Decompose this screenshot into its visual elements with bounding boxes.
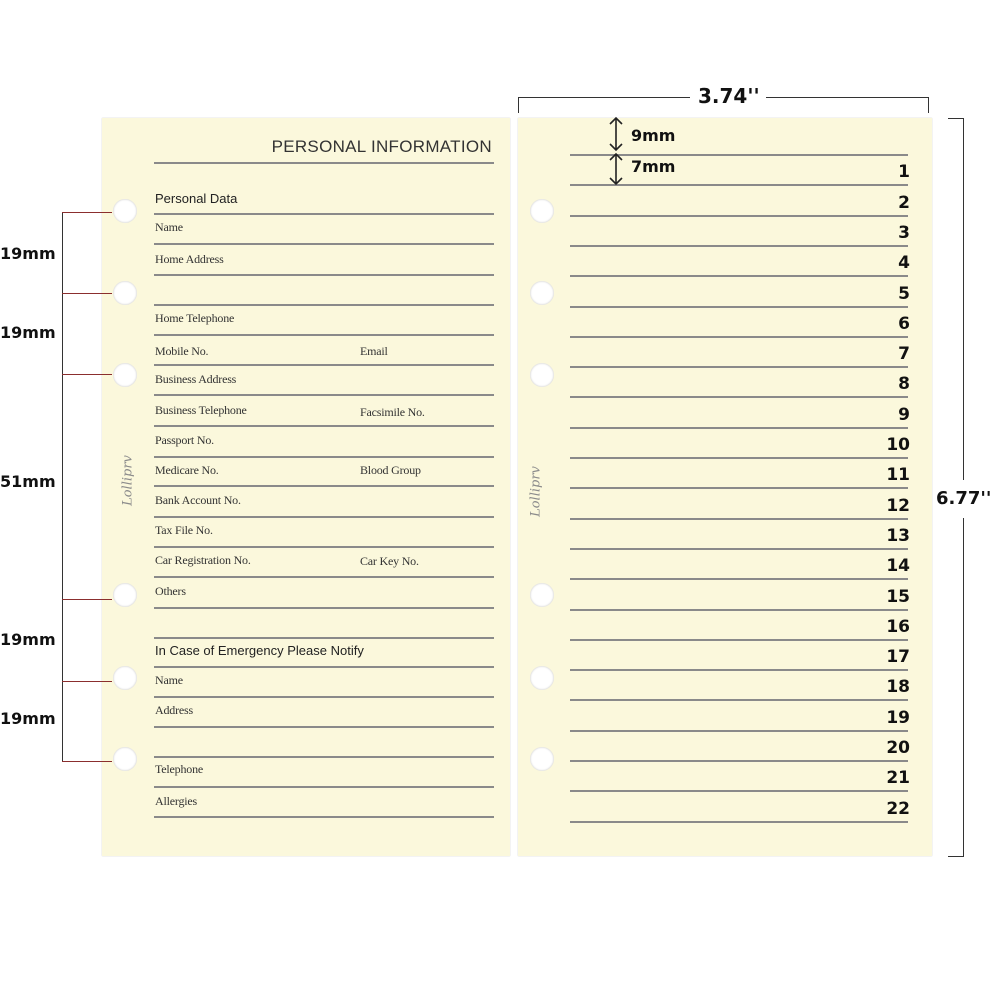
field-label-medicare: Medicare No. (155, 463, 219, 477)
rule-line (570, 669, 908, 671)
line-number: 16 (886, 617, 910, 637)
rule-line (570, 518, 908, 520)
width-dimension-tick (928, 97, 929, 113)
line-number: 6 (898, 314, 910, 334)
field-label-name: Name (155, 220, 183, 234)
rule-line (154, 274, 494, 276)
rule-line (154, 816, 494, 818)
line-spacing-label: 7mm (631, 157, 676, 176)
rule-line (570, 639, 908, 641)
line-number: 7 (898, 344, 910, 364)
field-label-emergency-address: Address (155, 703, 193, 717)
section-personal-data: Personal Data (155, 191, 238, 206)
hole-spacing-tick (62, 212, 112, 213)
line-number: 2 (898, 193, 910, 213)
rule-line (570, 215, 908, 217)
brand-logo-text: Lolliprv (120, 455, 136, 506)
margin-arrows-icon (604, 116, 628, 188)
width-dimension-line (766, 97, 929, 98)
rule-line (154, 364, 494, 366)
line-number: 10 (886, 435, 910, 455)
line-number: 8 (898, 374, 910, 394)
line-number: 22 (886, 799, 910, 819)
hole-spacing-tick (62, 761, 112, 762)
rule-line (570, 306, 908, 308)
field-label-business-address: Business Address (155, 372, 237, 386)
line-number: 5 (898, 284, 910, 304)
rule-line (154, 425, 494, 427)
rule-line (154, 394, 494, 396)
field-label-others: Others (155, 584, 186, 598)
rule-line (570, 548, 908, 550)
hole-spacing-tick (62, 293, 112, 294)
field-label-blood-group: Blood Group (360, 463, 421, 477)
line-number: 17 (886, 647, 910, 667)
binder-hole (113, 363, 137, 387)
line-number: 1 (898, 162, 910, 182)
field-label-email: Email (360, 344, 388, 358)
rule-line (154, 162, 494, 164)
rule-line (570, 427, 908, 429)
width-label: 3.74'' (698, 84, 760, 108)
rule-line (154, 213, 494, 215)
rule-line (154, 696, 494, 698)
field-label-emergency-name: Name (155, 673, 183, 687)
numbered-lines-sheet (518, 118, 932, 856)
line-number: 12 (886, 496, 910, 516)
rule-line (570, 790, 908, 792)
line-number: 20 (886, 738, 910, 758)
hole-gap-label: 19mm (0, 630, 56, 649)
field-label-car-registration: Car Registration No. (155, 553, 251, 567)
field-label-mobile: Mobile No. (155, 344, 209, 358)
height-dimension-tick (948, 856, 964, 857)
rule-line (154, 546, 494, 548)
rule-line (570, 336, 908, 338)
rule-line (570, 699, 908, 701)
line-number: 9 (898, 405, 910, 425)
rule-line (154, 456, 494, 458)
line-number: 19 (886, 708, 910, 728)
line-number: 13 (886, 526, 910, 546)
rule-line (154, 334, 494, 336)
rule-line (154, 726, 494, 728)
field-label-tax-file: Tax File No. (155, 523, 213, 537)
field-label-home-telephone: Home Telephone (155, 311, 235, 325)
field-label-emergency-telephone: Telephone (155, 762, 204, 776)
line-number: 18 (886, 677, 910, 697)
binder-hole (113, 199, 137, 223)
rule-line (570, 245, 908, 247)
line-number: 21 (886, 768, 910, 788)
rule-line (570, 609, 908, 611)
line-number: 14 (886, 556, 910, 576)
height-dimension-tick (948, 118, 964, 119)
rule-line (570, 396, 908, 398)
hole-spacing-tick (62, 374, 112, 375)
field-label-passport: Passport No. (155, 433, 214, 447)
hole-gap-label: 19mm (0, 244, 56, 263)
rule-line (154, 576, 494, 578)
rule-line (154, 516, 494, 518)
rule-line (570, 578, 908, 580)
field-label-allergies: Allergies (155, 794, 197, 808)
hole-spacing-bracket (62, 212, 63, 762)
rule-line (154, 607, 494, 609)
field-label-business-telephone: Business Telephone (155, 403, 247, 417)
rule-line (154, 666, 494, 668)
binder-hole (113, 583, 137, 607)
field-label-car-key: Car Key No. (360, 554, 419, 568)
rule-line (154, 243, 494, 245)
rule-line (570, 730, 908, 732)
rule-line (154, 786, 494, 788)
page-title: PERSONAL INFORMATION (271, 137, 492, 156)
hole-spacing-tick (62, 599, 112, 600)
binder-hole (530, 281, 554, 305)
field-label-facsimile: Facsimile No. (360, 405, 425, 419)
binder-hole (113, 747, 137, 771)
rule-line (570, 275, 908, 277)
field-label-home-address: Home Address (155, 252, 224, 266)
rule-line (570, 821, 908, 823)
binder-hole (530, 583, 554, 607)
line-number: 4 (898, 253, 910, 273)
line-number: 15 (886, 587, 910, 607)
binder-hole (530, 363, 554, 387)
personal-info-sheet (102, 118, 510, 856)
binder-hole (113, 666, 137, 690)
line-number: 3 (898, 223, 910, 243)
binder-hole (530, 747, 554, 771)
brand-logo-text: Lolliprv (528, 466, 544, 517)
height-dimension-line (963, 118, 964, 480)
binder-hole (530, 199, 554, 223)
rule-line (570, 487, 908, 489)
height-label: 6.77'' (936, 488, 992, 509)
rule-line (570, 457, 908, 459)
height-dimension-line (963, 518, 964, 856)
rule-line (570, 366, 908, 368)
line-number: 11 (886, 465, 910, 485)
hole-gap-label: 19mm (0, 709, 56, 728)
hole-spacing-tick (62, 681, 112, 682)
rule-line (154, 485, 494, 487)
binder-hole (530, 666, 554, 690)
rule-line (154, 756, 494, 758)
top-margin-label: 9mm (631, 126, 676, 145)
width-dimension-line (518, 97, 690, 98)
rule-line (570, 760, 908, 762)
rule-line (154, 637, 494, 639)
width-dimension-tick (518, 97, 519, 113)
hole-gap-label: 19mm (0, 323, 56, 342)
rule-line (154, 304, 494, 306)
section-emergency: In Case of Emergency Please Notify (155, 643, 364, 658)
binder-hole (113, 281, 137, 305)
hole-gap-label: 51mm (0, 472, 56, 491)
field-label-bank-account: Bank Account No. (155, 493, 241, 507)
